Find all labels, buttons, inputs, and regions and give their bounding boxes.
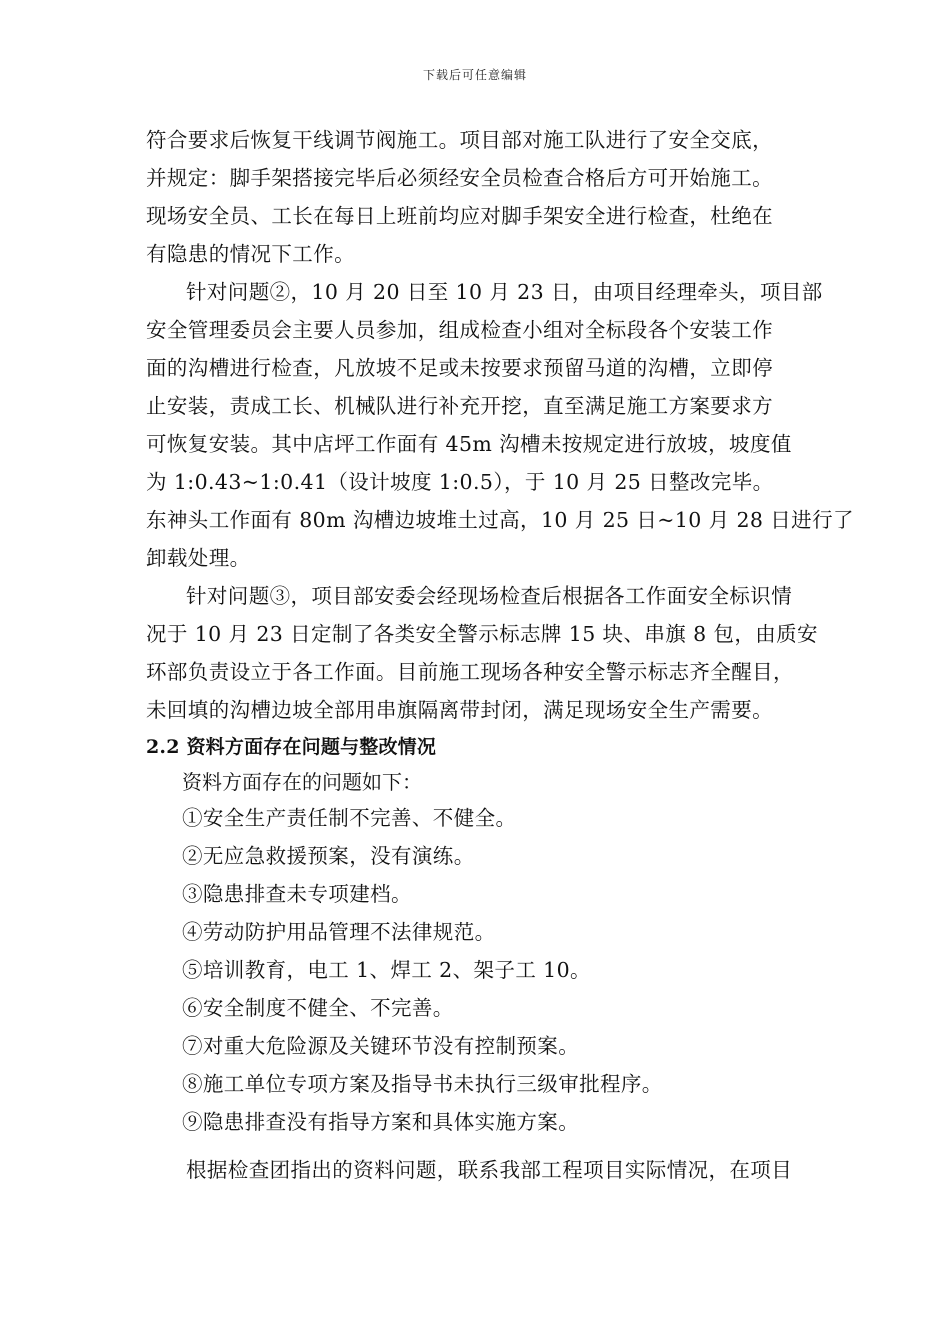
paragraph-line: 现场安全员、工长在每日上班前均应对脚手架安全进行检查，杜绝在 xyxy=(146,204,773,228)
paragraph-line: 有隐患的情况下工作。 xyxy=(146,242,355,266)
list-item: ②无应急救援预案，没有演练。 xyxy=(182,844,475,868)
paragraph-line: 止安装，责成工长、机械队进行补充开挖，直至满足施工方案要求方 xyxy=(146,394,773,418)
list-item: ①安全生产责任制不完善、不健全。 xyxy=(182,806,517,830)
list-item: ⑤培训教育，电工 1、焊工 2、架子工 10。 xyxy=(182,958,591,982)
paragraph-line: 为 1:0.43~1:0.41（设计坡度 1:0.5），于 10 月 25 日整改完毕。 xyxy=(146,470,774,494)
list-item: ⑥安全制度不健全、不完善。 xyxy=(182,996,454,1020)
paragraph-line: 卸载处理。 xyxy=(146,546,251,570)
paragraph-2 xyxy=(146,273,854,577)
paragraph-line: 东神头工作面有 80m 沟槽边坡堆土过高，10 月 25 日~10 月 28 日进行了 xyxy=(146,508,854,532)
paragraph-line: 符合要求后恢复干线调节阀施工。项目部对施工队进行了安全交底， xyxy=(146,128,773,152)
paragraph-line: 针对问题②，10 月 20 日至 10 月 23 日，由项目经理牵头，项目部 xyxy=(186,280,823,304)
paragraph-line: 面的沟槽进行检查，凡放坡不足或未按要求预留马道的沟槽，立即停 xyxy=(146,356,773,380)
paragraph-line: 未回填的沟槽边坡全部用串旗隔离带封闭，满足现场安全生产需要。 xyxy=(146,698,773,722)
section-intro: 资料方面存在的问题如下： xyxy=(182,770,422,794)
list-item: ③隐患排查未专项建档。 xyxy=(182,882,412,906)
document-body xyxy=(146,121,854,1189)
list-item: ⑨隐患排查没有指导方案和具体实施方案。 xyxy=(182,1110,580,1134)
paragraph-line: 根据检查团指出的资料问题，联系我部工程项目实际情况，在项目 xyxy=(186,1158,793,1182)
paragraph-1 xyxy=(146,121,846,273)
list-item: ⑧施工单位专项方案及指导书未执行三级审批程序。 xyxy=(182,1072,663,1096)
page-header: 下载后可任意编辑 xyxy=(422,68,527,82)
section-heading: 2.2 资料方面存在问题与整改情况 xyxy=(146,736,437,758)
paragraph-4 xyxy=(146,1151,846,1189)
paragraph-line: 并规定：脚手架搭接完毕后必须经安全员检查合格后方可开始施工。 xyxy=(146,166,773,190)
paragraph-line: 安全管理委员会主要人员参加，组成检查小组对全标段各个安装工作 xyxy=(146,318,773,342)
paragraph-line: 可恢复安装。其中店坪工作面有 45m 沟槽未按规定进行放坡，坡度值 xyxy=(146,432,792,456)
paragraph-3 xyxy=(146,577,846,729)
issue-list xyxy=(146,799,846,1141)
list-item: ④劳动防护用品管理不法律规范。 xyxy=(182,920,496,944)
list-item: ⑦对重大危险源及关键环节没有控制预案。 xyxy=(182,1034,580,1058)
paragraph-line: 针对问题③，项目部安委会经现场检查后根据各工作面安全标识情 xyxy=(186,584,793,608)
paragraph-line: 环部负责设立于各工作面。目前施工现场各种安全警示标志齐全醒目， xyxy=(146,660,794,684)
paragraph-line: 况于 10 月 23 日定制了各类安全警示标志牌 15 块、串旗 8 包，由质安 xyxy=(146,622,818,646)
